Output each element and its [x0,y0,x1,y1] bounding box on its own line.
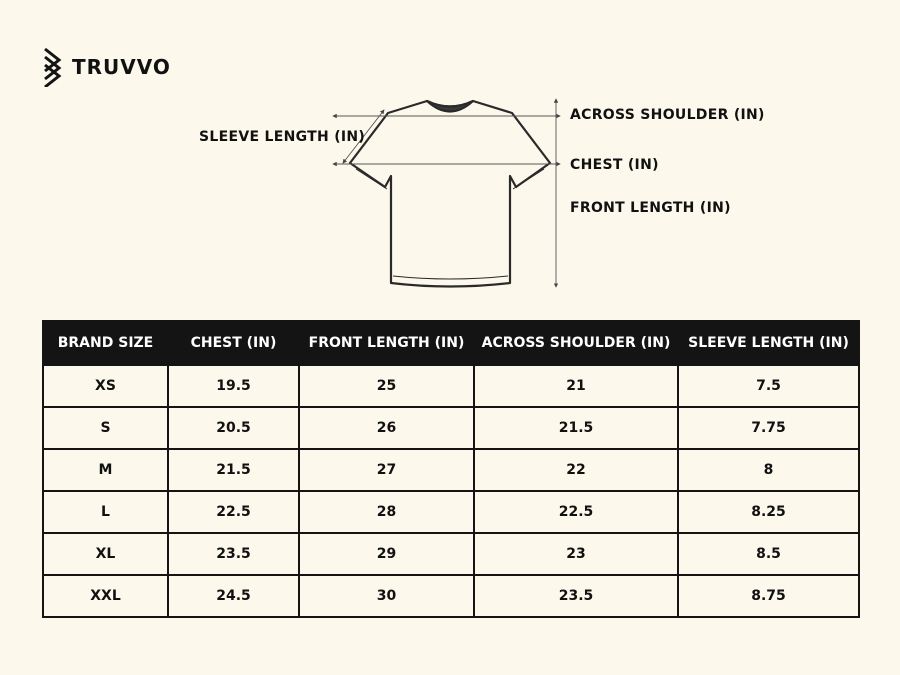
table-cell: 7.75 [678,407,859,449]
table-cell: 20.5 [168,407,299,449]
table-cell: 22.5 [168,491,299,533]
table-cell: XL [43,533,168,575]
table-cell: 26 [299,407,474,449]
brand-name: TRUVVO [72,55,171,79]
table-cell: XXL [43,575,168,617]
table-cell: 8.5 [678,533,859,575]
tshirt-measurement-diagram [0,0,900,300]
table-cell: 25 [299,365,474,407]
front-length-label: FRONT LENGTH (IN) [570,200,731,216]
table-row [43,491,859,533]
table-cell: 21 [474,365,678,407]
col-header: ACROSS SHOULDER (IN) [474,321,678,365]
table-cell: 24.5 [168,575,299,617]
table-cell: 30 [299,575,474,617]
table-cell: 8 [678,449,859,491]
table-cell: 23 [474,533,678,575]
table-cell: 21.5 [168,449,299,491]
table-cell: L [43,491,168,533]
table-cell: 22 [474,449,678,491]
table-cell: M [43,449,168,491]
table-row [43,533,859,575]
col-header: BRAND SIZE [43,321,168,365]
table-row [43,407,859,449]
sleeve-length-label: SLEEVE LENGTH (IN) [199,129,366,145]
table-cell: 23.5 [168,533,299,575]
table-cell: 28 [299,491,474,533]
table-cell: 8.25 [678,491,859,533]
header-row [43,321,859,365]
table-cell: 7.5 [678,365,859,407]
table-cell: 22.5 [474,491,678,533]
table-row [43,449,859,491]
table-cell: S [43,407,168,449]
table-row [43,365,859,407]
table-cell: 19.5 [168,365,299,407]
table-cell: 27 [299,449,474,491]
table-cell: 8.75 [678,575,859,617]
col-header: CHEST (IN) [168,321,299,365]
across-shoulder-label: ACROSS SHOULDER (IN) [570,107,765,123]
table-row [43,575,859,617]
table-cell: 29 [299,533,474,575]
col-header: SLEEVE LENGTH (IN) [678,321,859,365]
tshirt-outline [350,101,550,287]
table-cell: 21.5 [474,407,678,449]
chest-label: CHEST (IN) [570,157,659,173]
size-chart-table [42,320,860,618]
table-cell: XS [43,365,168,407]
col-header: FRONT LENGTH (IN) [299,321,474,365]
table-cell: 23.5 [474,575,678,617]
